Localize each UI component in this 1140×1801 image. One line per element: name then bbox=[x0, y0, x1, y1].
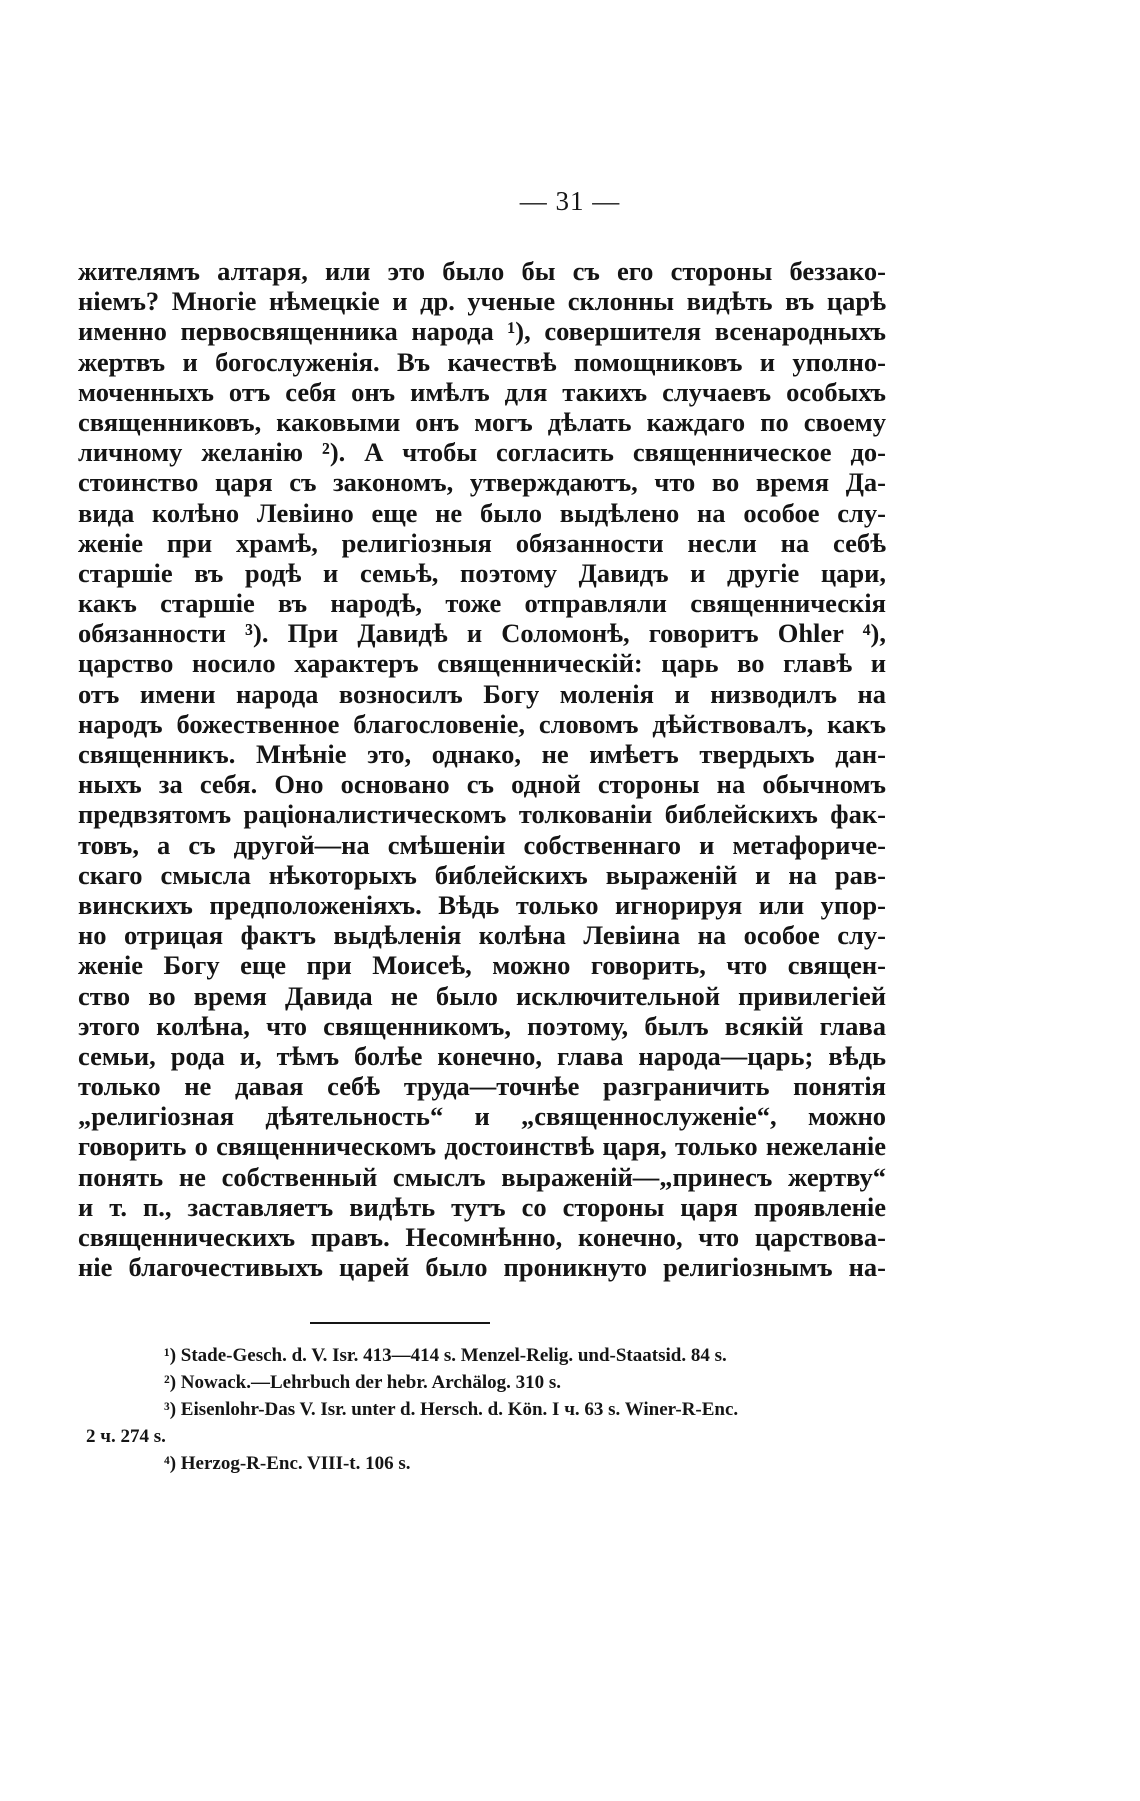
body-line: семьи, рода и, тѣмъ болѣе конечно, глава народа—царь; вѣдь bbox=[78, 1040, 886, 1071]
body-line: жителямъ алтаря, или это было бы съ его стороны беззако- bbox=[78, 256, 886, 286]
body-line: священникъ. Мнѣніе это, однако, не имѣетъ твердыхъ дан- bbox=[78, 739, 886, 769]
body-line: ство во время Давида не было исключительной привилегіей bbox=[78, 980, 886, 1011]
body-line: царство носило характеръ священническій: царь во главѣ и bbox=[78, 648, 886, 679]
body-line: скаго смысла нѣкоторыхъ библейскихъ выраженій и на рав- bbox=[78, 859, 886, 890]
body-line: народъ божественное благословеніе, словомъ дѣйствовалъ, какъ bbox=[78, 708, 886, 739]
body-line: жертвъ и богослуженія. Въ качествѣ помощниковъ и уполно- bbox=[78, 346, 886, 377]
body-text bbox=[78, 256, 886, 1282]
footnote-1: ¹) Stade-Gesch. d. V. Isr. 413—414 s. Menzel-Relig. und-Staatsid. 84 s. bbox=[164, 1345, 727, 1366]
body-line: предвзятомъ раціоналистическомъ толкованіи библейскихъ фак- bbox=[78, 799, 886, 830]
body-line: ніе благочестивыхъ царей было проникнуто религіознымъ на- bbox=[78, 1252, 886, 1283]
body-line: ныхъ за себя. Оно основано съ одной стороны на обычномъ bbox=[78, 769, 886, 800]
body-line: ніемъ? Многіе нѣмецкіе и др. ученые склонны видѣть въ царѣ bbox=[78, 286, 886, 317]
footnotes bbox=[86, 1342, 886, 1477]
body-line: товъ, а съ другой—на смѣшеніи собственнаго и метафориче- bbox=[78, 829, 886, 860]
body-line: „религіозная дѣятельность“ и „священнослуженіе“, можно bbox=[78, 1101, 886, 1132]
body-line: понять не собственный смыслъ выраженій—„принесъ жертву“ bbox=[78, 1161, 886, 1192]
footnote-3: ³) Eisenlohr-Das V. Isr. unter d. Hersch. d. Kön. I ч. 63 s. Winer-R-Enc. bbox=[164, 1399, 739, 1420]
body-line: священниковъ, каковыми онъ могъ дѣлать каждаго по своему bbox=[78, 406, 886, 437]
body-line: женіе при храмѣ, религіозныя обязанности несли на себѣ bbox=[78, 527, 886, 558]
body-line: говорить о священническомъ достоинствѣ царя, только нежеланіе bbox=[78, 1131, 886, 1162]
body-line: и т. п., заставляетъ видѣть тутъ со стороны царя проявленіе bbox=[78, 1191, 886, 1222]
footnote-2: ²) Nowack.—Lehrbuch der hebr. Archälog. 310 s. bbox=[164, 1372, 561, 1393]
body-line: женіе Богу еще при Моисеѣ, можно говорить, что священ- bbox=[78, 950, 886, 981]
body-line: священническихъ правъ. Несомнѣнно, конечно, что царствова- bbox=[78, 1222, 886, 1252]
body-line: только не давая себѣ труда—точнѣе разграничить понятія bbox=[78, 1071, 886, 1102]
page-number: — 31 — bbox=[519, 186, 621, 216]
body-line: старшіе въ родѣ и семьѣ, поэтому Давидъ и другіе цари, bbox=[78, 557, 886, 588]
footnote-3-continuation: 2 ч. 274 s. bbox=[86, 1426, 166, 1447]
footnote-4: ⁴) Herzog-R-Enc. VIII-t. 106 s. bbox=[164, 1453, 411, 1474]
body-line: какъ старшіе въ народѣ, тоже отправляли священническія bbox=[78, 588, 886, 619]
body-line: обязанности ³). При Давидѣ и Соломонѣ, говоритъ Ohler ⁴), bbox=[78, 618, 886, 649]
body-line: именно первосвященника народа ¹), совершителя всенародныхъ bbox=[78, 316, 886, 347]
body-line: но отрицая фактъ выдѣленія колѣна Левіина на особое слу- bbox=[78, 920, 886, 951]
body-line: вида колѣно Левіино еще не было выдѣлено на особое слу- bbox=[78, 497, 886, 528]
body-line: этого колѣна, что священникомъ, поэтому, былъ всякій глава bbox=[78, 1010, 886, 1041]
body-line: отъ имени народа возносилъ Богу моленія и низводилъ на bbox=[78, 678, 886, 709]
footnote-divider bbox=[310, 1322, 490, 1324]
body-line: винскихъ предположеніяхъ. Вѣдь только игнорируя или упор- bbox=[78, 889, 886, 920]
body-line: личному желанію ²). А чтобы согласить священническое до- bbox=[78, 437, 886, 468]
body-line: стоинство царя съ закономъ, утверждаютъ, что во время Да- bbox=[78, 467, 886, 498]
body-line: моченныхъ отъ себя онъ имѣлъ для такихъ случаевъ особыхъ bbox=[78, 376, 886, 407]
